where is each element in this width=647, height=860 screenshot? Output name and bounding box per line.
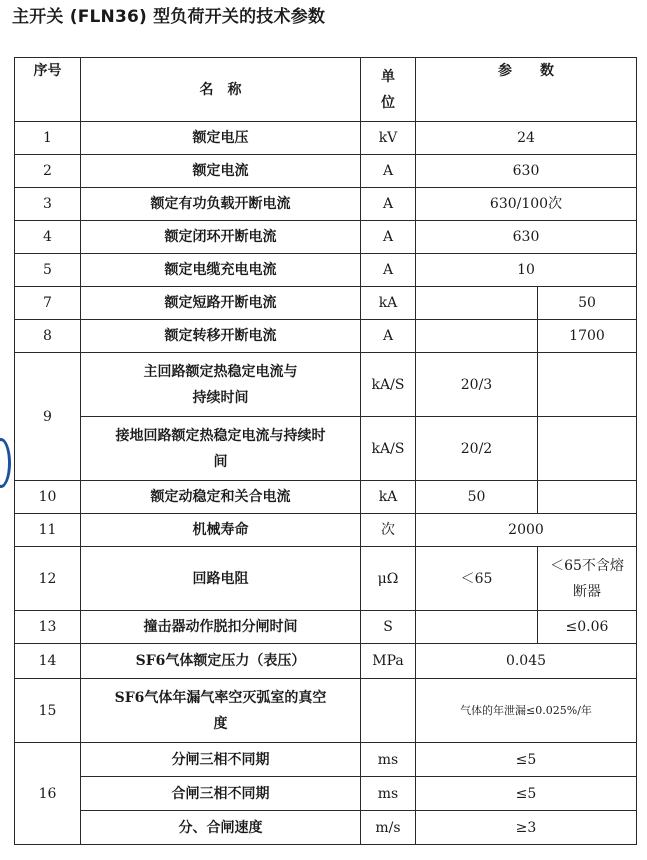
row-unit: kA/S — [361, 353, 416, 417]
header-name: 名 称 — [81, 58, 361, 122]
table-row — [15, 254, 637, 287]
row-value-b: 50 — [538, 287, 637, 320]
table-row — [15, 777, 637, 811]
row-no: 3 — [15, 188, 81, 221]
table-row — [15, 188, 637, 221]
table-row — [15, 353, 637, 417]
row-value-b-line2: 断器 — [573, 583, 601, 600]
row-unit: μΩ — [361, 547, 416, 611]
table-row — [15, 679, 637, 743]
row-value-a — [416, 287, 538, 320]
row-no: 7 — [15, 287, 81, 320]
row-no: 8 — [15, 320, 81, 353]
table-row — [15, 155, 637, 188]
row-name-line1: 主回路额定热稳定电流与 — [143, 363, 298, 380]
row-value: 2000 — [416, 514, 637, 547]
row-no: 11 — [15, 514, 81, 547]
row-unit: ms — [361, 743, 416, 777]
row-value-a: ＜65 — [416, 547, 538, 611]
row-name: 额定电压 — [81, 122, 361, 155]
row-value-a: 20/3 — [416, 353, 538, 417]
row-value: 气体的年泄漏≤0.025%/年 — [416, 679, 637, 743]
row-name: 额定转移开断电流 — [81, 320, 361, 353]
row-unit: S — [361, 611, 416, 644]
row-unit: A — [361, 320, 416, 353]
row-unit: kA/S — [361, 417, 416, 481]
row-value: ≥3 — [416, 811, 637, 845]
row-name: 合闸三相不同期 — [81, 777, 361, 811]
row-value: 630 — [416, 155, 637, 188]
row-name: 回路电阻 — [81, 547, 361, 611]
row-value: ≤5 — [416, 777, 637, 811]
row-no: 9 — [15, 353, 81, 481]
row-value-b — [538, 481, 637, 514]
table-row — [15, 417, 637, 481]
row-value: 0.045 — [416, 644, 637, 679]
row-value: 630 — [416, 221, 637, 254]
row-name-line2: 间 — [213, 453, 228, 470]
table-row — [15, 811, 637, 845]
row-value-b: 1700 — [538, 320, 637, 353]
table-row — [15, 547, 637, 611]
row-name: 撞击器动作脱扣分闸时间 — [81, 611, 361, 644]
table-row — [15, 644, 637, 679]
row-unit: ms — [361, 777, 416, 811]
row-name-line1: 接地回路额定热稳定电流与持续时 — [115, 427, 326, 444]
row-name — [81, 679, 361, 743]
row-no: 15 — [15, 679, 81, 743]
row-value: 630/100次 — [416, 188, 637, 221]
row-value-b — [538, 417, 637, 481]
table-row — [15, 221, 637, 254]
edge-marker-decoration — [0, 438, 11, 488]
row-name: 额定闭环开断电流 — [81, 221, 361, 254]
row-name — [81, 353, 361, 417]
row-value-b-line1: ＜65不含熔 — [550, 557, 624, 574]
table-header-row — [15, 58, 637, 122]
tech-spec-table — [14, 57, 637, 845]
row-unit: A — [361, 221, 416, 254]
row-name: 额定短路开断电流 — [81, 287, 361, 320]
row-name: 额定电缆充电电流 — [81, 254, 361, 287]
row-name: 分闸三相不同期 — [81, 743, 361, 777]
row-value-a — [416, 320, 538, 353]
row-unit: 次 — [361, 514, 416, 547]
row-unit: m/s — [361, 811, 416, 845]
row-unit: MPa — [361, 644, 416, 679]
row-value-a — [416, 611, 538, 644]
header-param: 参 数 — [416, 58, 637, 122]
table-row — [15, 287, 637, 320]
row-unit: A — [361, 188, 416, 221]
row-name: 机械寿命 — [81, 514, 361, 547]
row-name: SF6气体额定压力（表压） — [81, 644, 361, 679]
header-no: 序号 — [15, 58, 81, 122]
row-unit — [361, 679, 416, 743]
row-name-line2: 度 — [213, 715, 228, 732]
row-unit: kA — [361, 481, 416, 514]
row-no: 12 — [15, 547, 81, 611]
table-row — [15, 514, 637, 547]
row-name: 额定动稳定和关合电流 — [81, 481, 361, 514]
row-value: ≤5 — [416, 743, 637, 777]
row-no: 1 — [15, 122, 81, 155]
table-row — [15, 743, 637, 777]
row-no: 16 — [15, 743, 81, 845]
row-unit: A — [361, 254, 416, 287]
row-unit: kA — [361, 287, 416, 320]
row-name: 额定有功负载开断电流 — [81, 188, 361, 221]
row-name-line1: SF6气体年漏气率空灭弧室的真空 — [114, 689, 327, 706]
row-name-line2: 持续时间 — [192, 389, 249, 406]
header-unit — [361, 58, 416, 122]
table-row — [15, 320, 637, 353]
row-value-b — [538, 547, 637, 611]
row-no: 14 — [15, 644, 81, 679]
row-name: 额定电流 — [81, 155, 361, 188]
row-no: 2 — [15, 155, 81, 188]
table-row — [15, 481, 637, 514]
table-row — [15, 122, 637, 155]
table-row — [15, 611, 637, 644]
row-no: 10 — [15, 481, 81, 514]
row-unit: kV — [361, 122, 416, 155]
row-value: 10 — [416, 254, 637, 287]
page-title: 主开关 (FLN36) 型负荷开关的技术参数 — [12, 7, 326, 27]
row-no: 5 — [15, 254, 81, 287]
header-unit-line1: 单 — [381, 68, 395, 85]
row-name — [81, 417, 361, 481]
row-value: 24 — [416, 122, 637, 155]
row-value-a: 20/2 — [416, 417, 538, 481]
row-value-b: ≤0.06 — [538, 611, 637, 644]
row-unit: A — [361, 155, 416, 188]
row-name: 分、合闸速度 — [81, 811, 361, 845]
row-no: 13 — [15, 611, 81, 644]
row-no: 4 — [15, 221, 81, 254]
row-value-a: 50 — [416, 481, 538, 514]
header-unit-line2: 位 — [381, 94, 395, 111]
row-value-b — [538, 353, 637, 417]
